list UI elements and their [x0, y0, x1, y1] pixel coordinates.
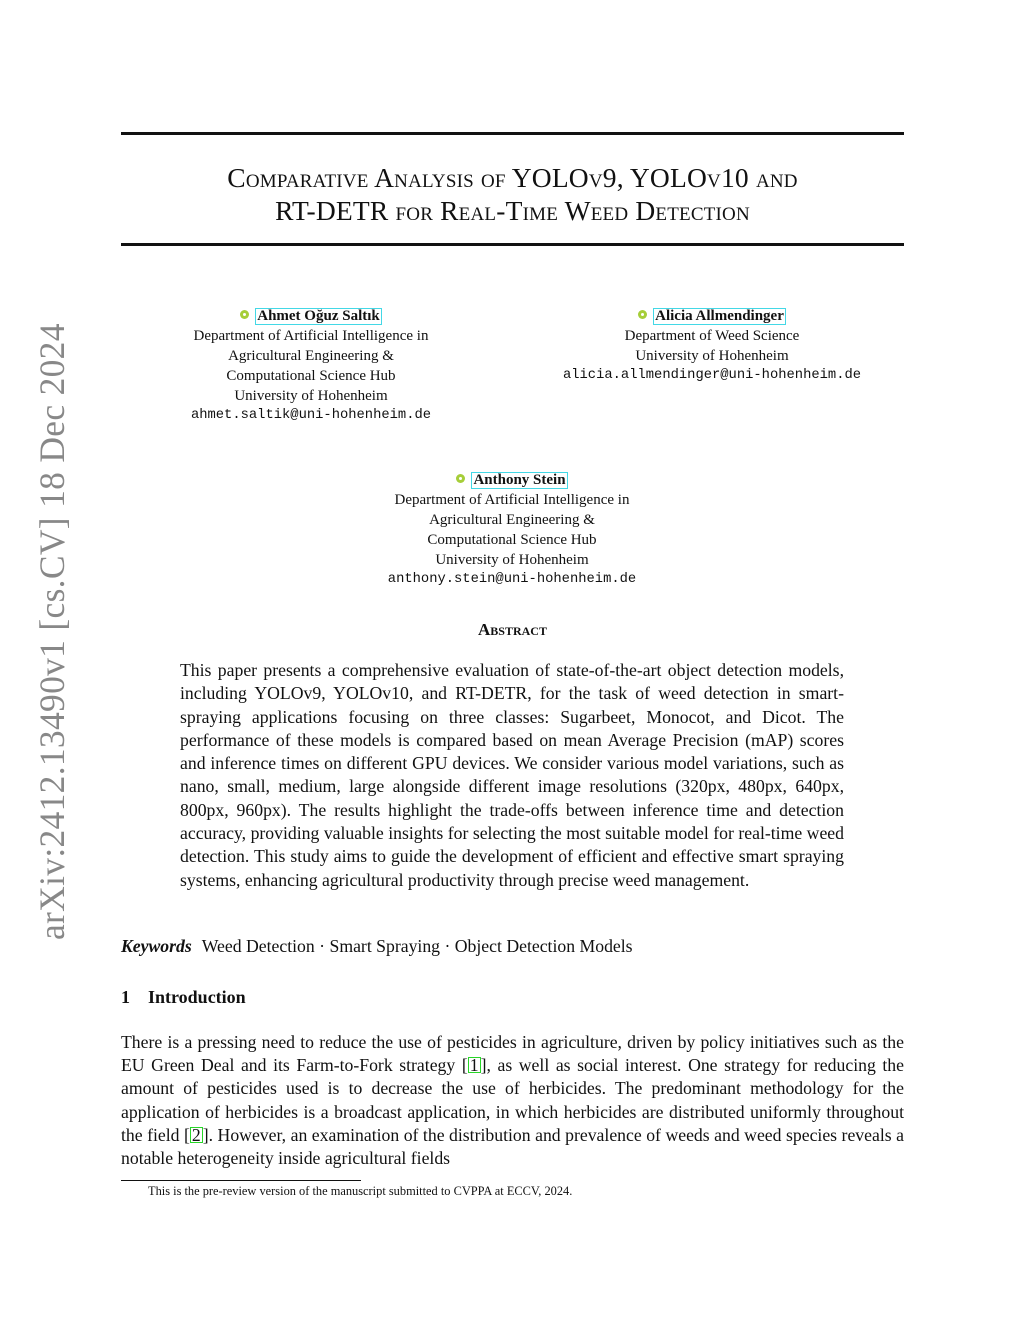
- orcid-icon[interactable]: [240, 310, 249, 319]
- affiliation-line: University of Hohenheim: [234, 388, 388, 404]
- keywords-text: Weed Detection · Smart Spraying · Object Detection Models: [201, 936, 633, 956]
- paper-title: [121, 161, 904, 227]
- author-block-2: [547, 306, 877, 386]
- affiliation-line: Department of Artificial Intelligence in: [193, 328, 429, 344]
- orcid-icon[interactable]: [638, 310, 647, 319]
- title-rule-top: [121, 132, 904, 135]
- section-number: 1: [121, 987, 130, 1007]
- keywords-label: Keywords: [121, 936, 192, 956]
- citation-link[interactable]: 2: [191, 1124, 201, 1145]
- affiliation-line: Agricultural Engineering &: [429, 512, 595, 528]
- affiliation-line: University of Hohenheim: [635, 348, 789, 364]
- affiliation-line: Computational Science Hub: [427, 532, 597, 548]
- affiliation-line: Department of Artificial Intelligence in: [394, 492, 630, 508]
- footnote: This is the pre-review version of the manuscript submitted to CVPPA at ECCV, 2024.: [148, 1184, 573, 1198]
- introduction-paragraph: [121, 1031, 904, 1170]
- author-email[interactable]: ahmet.saltik@uni-hohenheim.de: [190, 408, 432, 423]
- keywords: [121, 936, 633, 957]
- title-rule-bottom: [121, 243, 904, 246]
- title-line-1: Comparative Analysis of YOLOv9, YOLOv10 and: [227, 162, 798, 193]
- affiliation-line: Department of Weed Science: [624, 328, 800, 344]
- intro-text: ]. However, an examination of the distribution and prevalence of weeds and weed species reveals a notable heterogeneity inside agricultural fields: [121, 1124, 904, 1169]
- author-block-3: [362, 470, 662, 590]
- author-email[interactable]: alicia.allmendinger@uni-hohenheim.de: [562, 368, 862, 383]
- author-block-1: [161, 306, 461, 426]
- affiliation-line: Agricultural Engineering &: [228, 348, 394, 364]
- citation-link[interactable]: 1: [469, 1055, 479, 1076]
- affiliation-line: Computational Science Hub: [226, 368, 396, 384]
- section-heading: [121, 987, 246, 1008]
- arxiv-identifier: arXiv:2412.13490v1 [cs.CV] 18 Dec 2024: [32, 323, 72, 940]
- author-name[interactable]: Ahmet Oğuz Saltık: [257, 308, 380, 324]
- abstract-heading: Abstract: [478, 620, 547, 639]
- orcid-icon[interactable]: [456, 474, 465, 483]
- section-title: Introduction: [148, 987, 246, 1007]
- author-email[interactable]: anthony.stein@uni-hohenheim.de: [387, 572, 637, 587]
- author-name[interactable]: Anthony Stein: [473, 472, 566, 488]
- intro-text: ], as well as social interest. One strategy for reducing the amount of pesticides used is to decrease the use of herbicides. The predominant methodology for the application of herbicides is a broadcast application, in which herbicides are distributed uniformly throughout the field [: [121, 1055, 904, 1145]
- author-name[interactable]: Alicia Allmendinger: [655, 308, 784, 324]
- intro-text: There is a pressing need to reduce the use of pesticides in agriculture, driven by policy initiatives such as the EU Green Deal and its Farm-to-Fork strategy [: [121, 1032, 904, 1076]
- footnote-rule: [121, 1180, 361, 1181]
- abstract-text: This paper presents a comprehensive evaluation of state-of-the-art object detection models, including YOLOv9, YOLOv10, and RT-DETR, for the task of weed detection in smart-spraying applications focusing on three classes: Sugarbeet, Monocot, and Dicot. The performance of these models is compared based on mean Average Precision (mAP) scores and inference times on different GPU devices. We consider various model variations, such as nano, small, medium, large alongside different image resolutions (320px, 480px, 640px, 800px, 960px). The results highlight the trade-offs between inference time and detection accuracy, providing valuable insights for selecting the most suitable model for real-time weed detection. This study aims to guide the development of efficient and effective smart spraying systems, enhancing agricultural productivity through precise weed management.: [180, 660, 844, 890]
- affiliation-line: University of Hohenheim: [435, 552, 589, 568]
- title-line-2: RT-DETR for Real-Time Weed Detection: [275, 195, 750, 226]
